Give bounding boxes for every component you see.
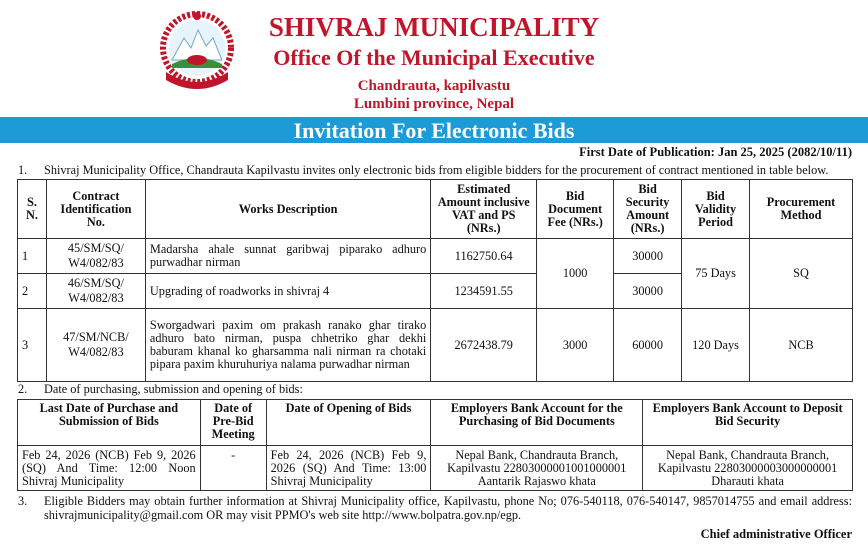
row-sn: 1 xyxy=(18,239,47,274)
section-2-text: Date of purchasing, submission and opening of bids: xyxy=(44,382,303,396)
dates-header-row xyxy=(18,400,853,446)
header-contract-id: Contract Identification No. xyxy=(46,180,145,239)
bank-account-deposit: Nepal Bank, Chandrauta Branch, Kapilvastu 22803000003000000001 Dharauti khata xyxy=(643,446,853,491)
row-method: NCB xyxy=(750,309,853,382)
bank-account-purchase: Nepal Bank, Chandrauta Branch, Kapilvastu 22803000001001000001 Aantarik Rajaswo khata xyxy=(431,446,643,491)
row-sn: 2 xyxy=(18,274,47,309)
address-line-1: Chandrauta, kapilvastu xyxy=(357,78,511,94)
row-contract-id: 47/SM/NCB/ W4/082/83 xyxy=(46,309,145,382)
publication-date: First Date of Publication: Jan 25, 2025 (2082/10/11) xyxy=(579,145,852,159)
section-3-text: Eligible Bidders may obtain further information at Shivraj Municipality office, Kapilvastu, phone No; 076-540118, 076-540147, 9857014755 and email address: shivrajmunicipality@gmail.com OR may visit PPMO's web site http://www.bolpatra.gov.np/egp. xyxy=(44,494,852,522)
header-procurement-method: Procurement Method xyxy=(750,180,853,239)
header-opening-date: Date of Opening of Bids xyxy=(266,400,431,446)
contracts-table xyxy=(17,179,853,382)
table-row xyxy=(18,446,853,491)
row-validity: 75 Days xyxy=(682,239,750,309)
row-validity: 120 Days xyxy=(682,309,750,382)
header-prebid: Date of Pre-Bid Meeting xyxy=(200,400,266,446)
dates-table xyxy=(17,399,853,491)
row-method: SQ xyxy=(750,239,853,309)
section-1-text: Shivraj Municipality Office, Chandrauta Kapilvastu invites only electronic bids from eligible bidders for the procurement of contract mentioned in table below. xyxy=(44,163,829,177)
table-row xyxy=(18,239,853,274)
address-line-2: Lumbini province, Nepal xyxy=(353,96,515,112)
row-contract-id: 46/SM/SQ/ W4/082/83 xyxy=(46,274,145,309)
row-bid-fee: 3000 xyxy=(537,309,614,382)
row-security: 30000 xyxy=(614,274,682,309)
header-bank-deposit: Employers Bank Account to Deposit Bid Security xyxy=(643,400,853,446)
row-description: Madarsha ahale sunnat garibwaj piparako adhuro purwadhar nirman xyxy=(145,239,430,274)
office-name: Office Of the Municipal Executive xyxy=(273,45,595,70)
section-3-number: 3. xyxy=(18,494,28,508)
row-description: Upgrading of roadworks in shivraj 4 xyxy=(145,274,430,309)
row-description: Sworgadwari paxim om prakash ranako ghar tirako adhuro bato nirman, puspa chhetriko ghar dekhi baburam khanal ko gharsamma nali nirman ra chotaki pipara paxim khuruhuriya nalama purwadhar nirman xyxy=(145,309,430,382)
header-last-date: Last Date of Purchase and Submission of Bids xyxy=(18,400,201,446)
header-bid-validity: Bid Validity Period xyxy=(682,180,750,239)
row-amount: 1162750.64 xyxy=(431,239,537,274)
row-amount: 1234591.55 xyxy=(431,274,537,309)
row-sn: 3 xyxy=(18,309,47,382)
banner-title: Invitation For Electronic Bids xyxy=(293,118,575,143)
header-bid-fee: Bid Document Fee (NRs.) xyxy=(537,180,614,239)
header-estimated-amount: Estimated Amount inclusive VAT and PS (NRs.) xyxy=(431,180,537,239)
opening-date: Feb 24, 2026 (NCB) Feb 9, 2026 (SQ) And Time: 13:00 Shivraj Municipality xyxy=(266,446,431,491)
municipality-name: SHIVRAJ MUNICIPALITY xyxy=(268,12,600,42)
table-header-row xyxy=(18,180,853,239)
signature: Chief administrative Officer xyxy=(700,527,852,541)
section-2-number: 2. xyxy=(18,382,28,396)
row-security: 60000 xyxy=(614,309,682,382)
section-1-number: 1. xyxy=(18,163,28,177)
row-security: 30000 xyxy=(614,239,682,274)
table-row xyxy=(18,309,853,382)
row-contract-id: 45/SM/SQ/ W4/082/83 xyxy=(46,239,145,274)
header-works-description: Works Description xyxy=(145,180,430,239)
header-bank-purchase: Employers Bank Account for the Purchasing of Bid Documents xyxy=(431,400,643,446)
header-bid-security: Bid Security Amount (NRs.) xyxy=(614,180,682,239)
prebid-meeting: - xyxy=(200,446,266,491)
header-sn: S. N. xyxy=(18,180,47,239)
purchase-deadline: Feb 24, 2026 (NCB) Feb 9, 2026 (SQ) And Time: 12:00 Noon Shivraj Municipality xyxy=(18,446,201,491)
row-bid-fee: 1000 xyxy=(537,239,614,309)
row-amount: 2672438.79 xyxy=(431,309,537,382)
